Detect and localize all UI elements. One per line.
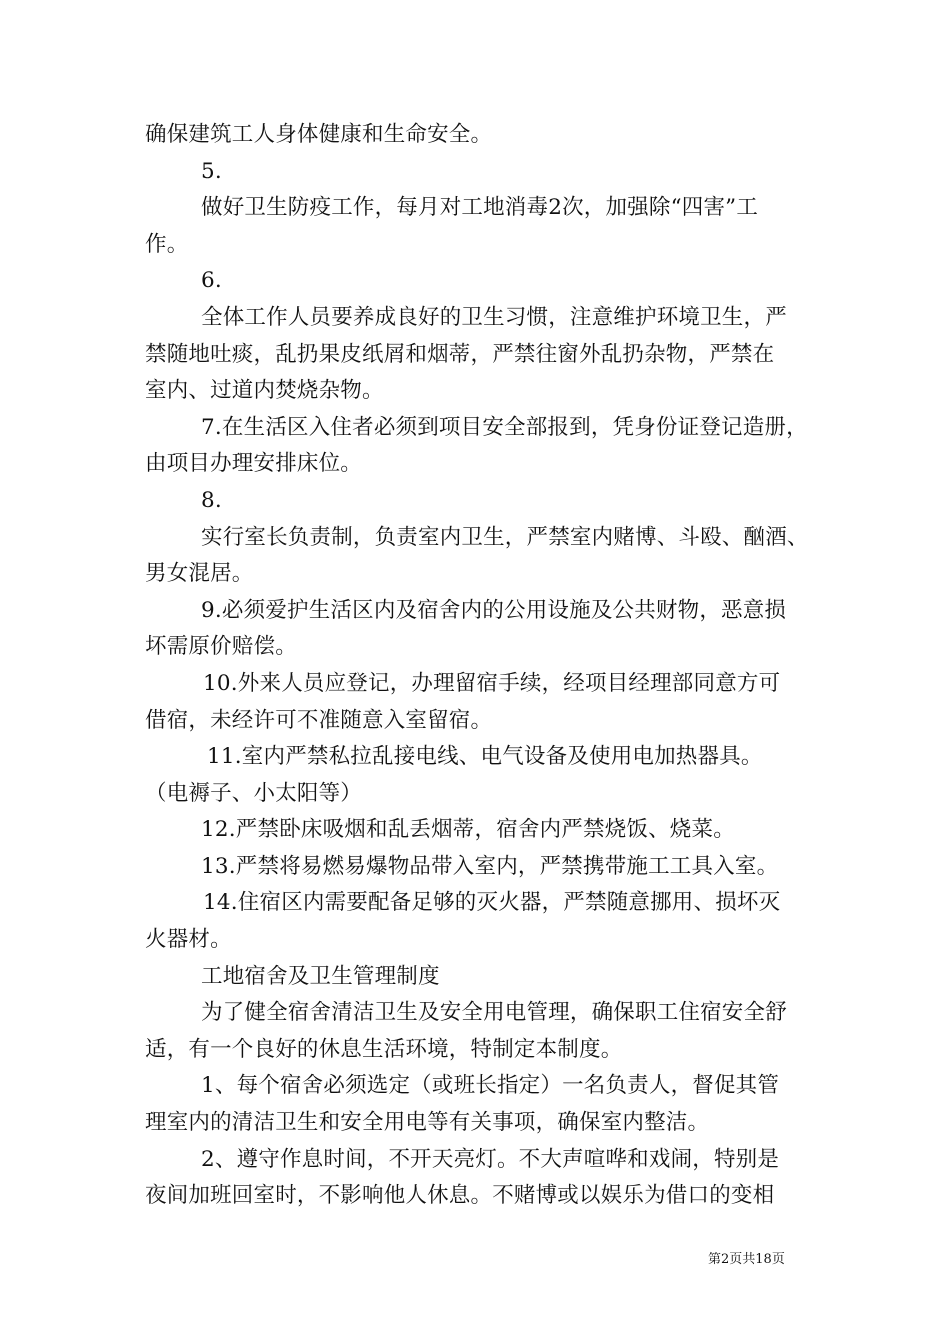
text-line: 为了健全宿舍清洁卫生及安全用电管理，确保职工住宿安全舒 xyxy=(201,1000,787,1026)
section-heading: 工地宿舍及卫生管理制度 xyxy=(201,963,440,989)
text-line: 7.在生活区入住者必须到项目安全部报到，凭身份证登记造册， xyxy=(201,414,808,440)
item-number: 8. xyxy=(201,487,222,513)
page-number-footer: 第2页共18页 xyxy=(708,1252,785,1267)
text-line: 作。 xyxy=(145,231,189,257)
text-line: 理室内的清洁卫生和安全用电等有关事项，确保室内整洁。 xyxy=(145,1110,710,1136)
text-line: 9.必须爱护生活区内及宿舍内的公用设施及公共财物，恶意损 xyxy=(201,597,787,623)
text-line: 1、每个宿舍必须选定（或班长指定）一名负责人，督促其管 xyxy=(201,1073,780,1099)
text-line: 坏需原价赔偿。 xyxy=(145,634,297,660)
text-line: 借宿，未经许可不准随意入室留宿。 xyxy=(145,707,493,733)
text-line: 禁随地吐痰，乱扔果皮纸屑和烟蒂，严禁往窗外乱扔杂物，严禁在 xyxy=(145,341,775,367)
text-line: 13.严禁将易燃易爆物品带入室内，严禁携带施工工具入室。 xyxy=(201,853,779,879)
text-line: 由项目办理安排床位。 xyxy=(145,451,363,477)
text-line: 确保建筑工人身体健康和生命安全。 xyxy=(145,122,493,147)
item-number: 5. xyxy=(201,158,222,184)
text-line: 做好卫生防疫工作，每月对工地消毒2次，加强除“四害”工 xyxy=(201,195,759,221)
document-body xyxy=(145,117,817,1215)
text-line: 全体工作人员要养成良好的卫生习惯，注意维护环境卫生，严 xyxy=(201,304,787,330)
text-line: 实行室长负责制，负责室内卫生，严禁室内赌博、斗殴、酗酒、 xyxy=(201,524,809,550)
text-line: 10.外来人员应登记，办理留宿手续，经项目经理部同意方可 xyxy=(203,670,781,696)
text-line: 男女混居。 xyxy=(145,561,254,587)
text-line: 火器材。 xyxy=(145,927,232,953)
text-line: 14.住宿区内需要配备足够的灭火器，严禁随意挪用、损坏灭 xyxy=(203,890,781,916)
text-line: 夜间加班回室时，不影响他人休息。不赌博或以娱乐为借口的变相 xyxy=(145,1183,775,1209)
text-line: 适，有一个良好的休息生活环境，特制定本制度。 xyxy=(145,1036,623,1062)
text-line: 室内、过道内焚烧杂物。 xyxy=(145,378,384,404)
text-line: 12.严禁卧床吸烟和乱丢烟蒂，宿舍内严禁烧饭、烧菜。 xyxy=(201,817,735,843)
item-number: 6. xyxy=(201,268,222,294)
text-line: 11.室内严禁私拉乱接电线、电气设备及使用电加热器具。 xyxy=(207,744,763,770)
text-line: 2、遵守作息时间，不开天亮灯。不大声喧哗和戏闹，特别是 xyxy=(201,1146,780,1172)
text-line: （电褥子、小太阳等） xyxy=(145,780,363,806)
